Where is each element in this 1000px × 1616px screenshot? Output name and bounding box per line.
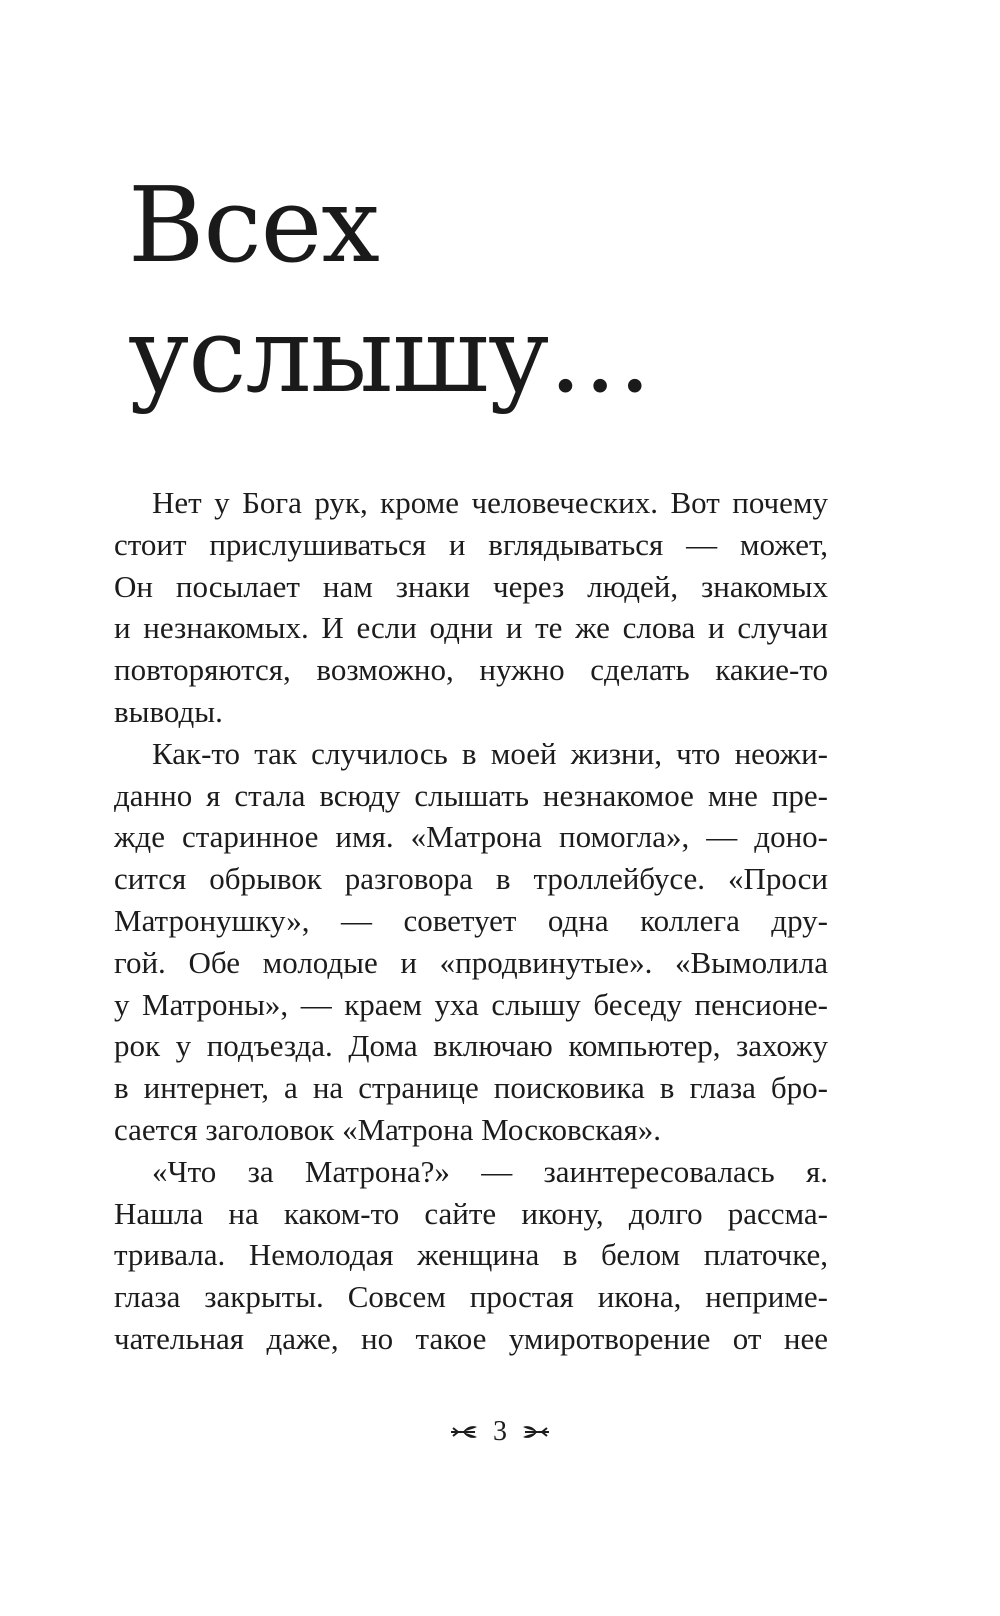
text-line: Как-то так случилось в моей жизни, что неожи- — [152, 735, 828, 771]
text-line: тривала. Немолодая женщина в белом платочке, — [114, 1237, 828, 1273]
text-line: глаза закрыты. Совсем простая икона, неприме- — [114, 1279, 828, 1315]
body-text — [114, 482, 828, 1360]
text-line: рок у подъезда. Дома включаю компьютер, захожу — [114, 1028, 828, 1064]
page-footer — [0, 1412, 1000, 1452]
text-line: жде старинное имя. «Матрона помогла», — доно- — [114, 819, 828, 855]
text-line: стоит прислушиваться и вглядываться — может, — [114, 526, 828, 562]
text-line: в интернет, а на странице поисковика в глаза бро- — [114, 1070, 828, 1106]
text-line: «Что за Матрона?» — заинтересовалась я. — [152, 1153, 828, 1189]
text-line: чательная даже, но такое умиротворение от нее — [114, 1320, 828, 1356]
text-line: сается заголовок «Матрона Московская». — [114, 1111, 662, 1147]
text-line: выводы. — [114, 693, 223, 729]
text-line: данно я стала всюду слышать незнакомое мне пре- — [114, 777, 828, 813]
text-line: Нет у Бога рук, кроме человеческих. Вот почему — [152, 485, 828, 520]
text-line: и незнакомых. И если одни и те же слова и случаи — [114, 610, 828, 646]
paragraph-3 — [114, 1151, 828, 1360]
chapter-title — [128, 160, 888, 420]
text-line: Матронушку», — советует одна коллега дру- — [114, 902, 828, 938]
paragraph-2 — [114, 733, 828, 1151]
text-line: сится обрывок разговора в троллейбусе. «Проси — [114, 861, 828, 897]
leaf-ornament-icon — [521, 1423, 551, 1441]
paragraph-1 — [114, 482, 828, 733]
page-number: 3 — [493, 1416, 507, 1447]
chapter-title-line-2: услышу… — [128, 294, 652, 416]
text-line: гой. Обе молодые и «продвинутые». «Вымолила — [114, 944, 828, 980]
text-line: Нашла на каком-то сайте икону, долго рассма- — [114, 1195, 828, 1231]
text-line: Он посылает нам знаки через людей, знакомых — [114, 568, 828, 604]
text-line: у Матроны», — краем уха слышу беседу пенсионе- — [114, 986, 828, 1022]
chapter-title-line-1: Всех — [128, 164, 379, 286]
leaf-ornament-icon — [449, 1423, 479, 1441]
text-line: повторяются, возможно, нужно сделать какие-то — [114, 652, 828, 688]
